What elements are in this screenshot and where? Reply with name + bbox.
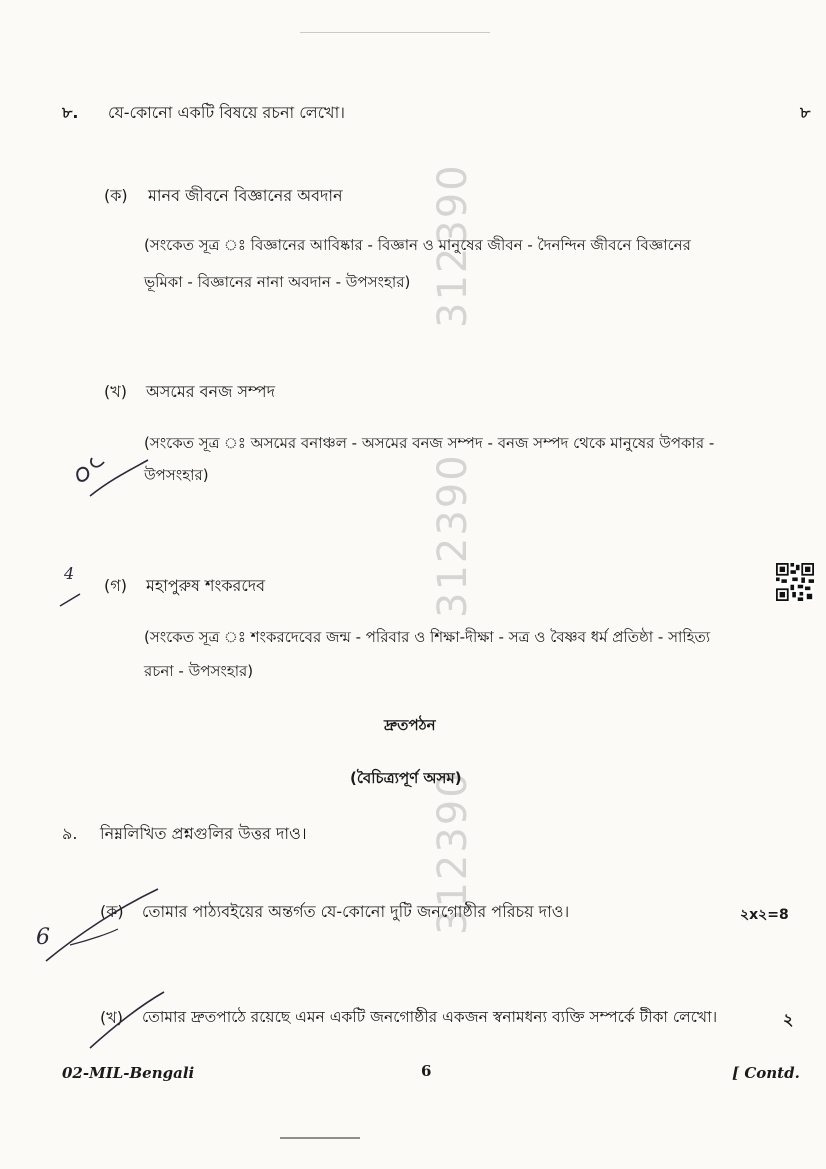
- q8-option-kha-title: অসমের বনজ সম্পদ: [146, 382, 275, 401]
- footer-page-number: 6: [421, 1062, 432, 1080]
- section-heading: দ্রুতপঠন: [384, 716, 436, 734]
- section-subheading: (বৈচিত্র্যপূর্ণ অসম): [350, 769, 462, 787]
- q9-part-ka-text: তোমার পাঠ্যবইয়ের অন্তর্গত যে-কোনো দুটি জনগোষ্ঠীর পরিচয় দাও।: [142, 902, 570, 921]
- bottom-rule: [280, 1137, 360, 1139]
- q8-option-ga-title: মহাপুরুষ শংকরদেব: [146, 576, 266, 595]
- q9-part-kha-label: (খ): [100, 1008, 123, 1027]
- q9-part-kha-marks: ২: [783, 1010, 794, 1029]
- q8-option-kha-hint-line2: উপসংহার): [144, 466, 209, 484]
- q8-marks: ৮: [800, 103, 811, 122]
- q9-part-ka-marks: ২x২=8: [740, 907, 789, 923]
- qr-code-icon: [776, 563, 814, 601]
- q8-option-ka-hint-line1: (সংকেত সূত্র ঃ বিজ্ঞানের আবিষ্কার - বিজ্ঞান ও মানুষের জীবন - দৈনন্দিন জীবনে বিজ্ঞানের: [144, 236, 691, 254]
- footer-code: 02-MIL-Bengali: [62, 1064, 195, 1082]
- top-rule: [300, 32, 490, 33]
- q8-option-ka-hint-line2: ভূমিকা - বিজ্ঞানের নানা অবদান - উপসংহার): [144, 273, 411, 291]
- pen-slash-q9-kha: [86, 990, 166, 1050]
- q8-option-kha-hint-line1: (সংকেত সূত্র ঃ অসমের বনাঞ্চল - অসমের বনজ সম্পদ - বনজ সম্পদ থেকে মানুষের উপকার -: [144, 434, 715, 452]
- pen-mark-b: 6: [36, 925, 50, 950]
- q9-part-ka-label: (ক): [100, 902, 124, 921]
- watermark-3: 312390: [430, 770, 476, 935]
- q8-option-kha-label: (খ): [104, 382, 127, 401]
- pen-mark-a: 4: [64, 564, 75, 583]
- footer-continued: [ Contd.: [732, 1064, 800, 1082]
- q8-option-ka-title: মানব জীবনে বিজ্ঞানের অবদান: [148, 186, 343, 205]
- q8-option-ga-label: (গ): [104, 576, 127, 595]
- q8-number: ৮.: [62, 103, 79, 122]
- pen-tick-option-kha: [70, 440, 150, 500]
- q8-prompt: যে-কোনো একটি বিষয়ে রচনা লেখো।: [108, 103, 345, 122]
- pen-slash-q9-ka: [40, 885, 160, 965]
- q8-option-ka-label: (ক): [104, 186, 128, 205]
- pen-stroke-ga: [58, 590, 88, 610]
- watermark-1: 312390: [430, 163, 476, 328]
- q9-prompt: নিম্নলিখিত প্রশ্নগুলির উত্তর দাও।: [100, 824, 307, 843]
- q8-option-ga-hint-line2: রচনা - উপসংহার): [144, 662, 254, 680]
- q9-part-kha-text: তোমার দ্রুতপাঠে রয়েছে এমন একটি জনগোষ্ঠীর একজন স্বনামধন্য ব্যক্তি সম্পর্কে টীকা লেখো।: [142, 1008, 718, 1026]
- watermark-2: 312390: [430, 453, 476, 618]
- q8-option-ga-hint-line1: (সংকেত সূত্র ঃ শংকরদেবের জন্ম - পরিবার ও শিক্ষা-দীক্ষা - সত্র ও বৈষ্ণব ধর্ম প্রতিষ্ঠা - সাহিত্য: [144, 628, 711, 646]
- q9-number: ৯.: [62, 824, 78, 843]
